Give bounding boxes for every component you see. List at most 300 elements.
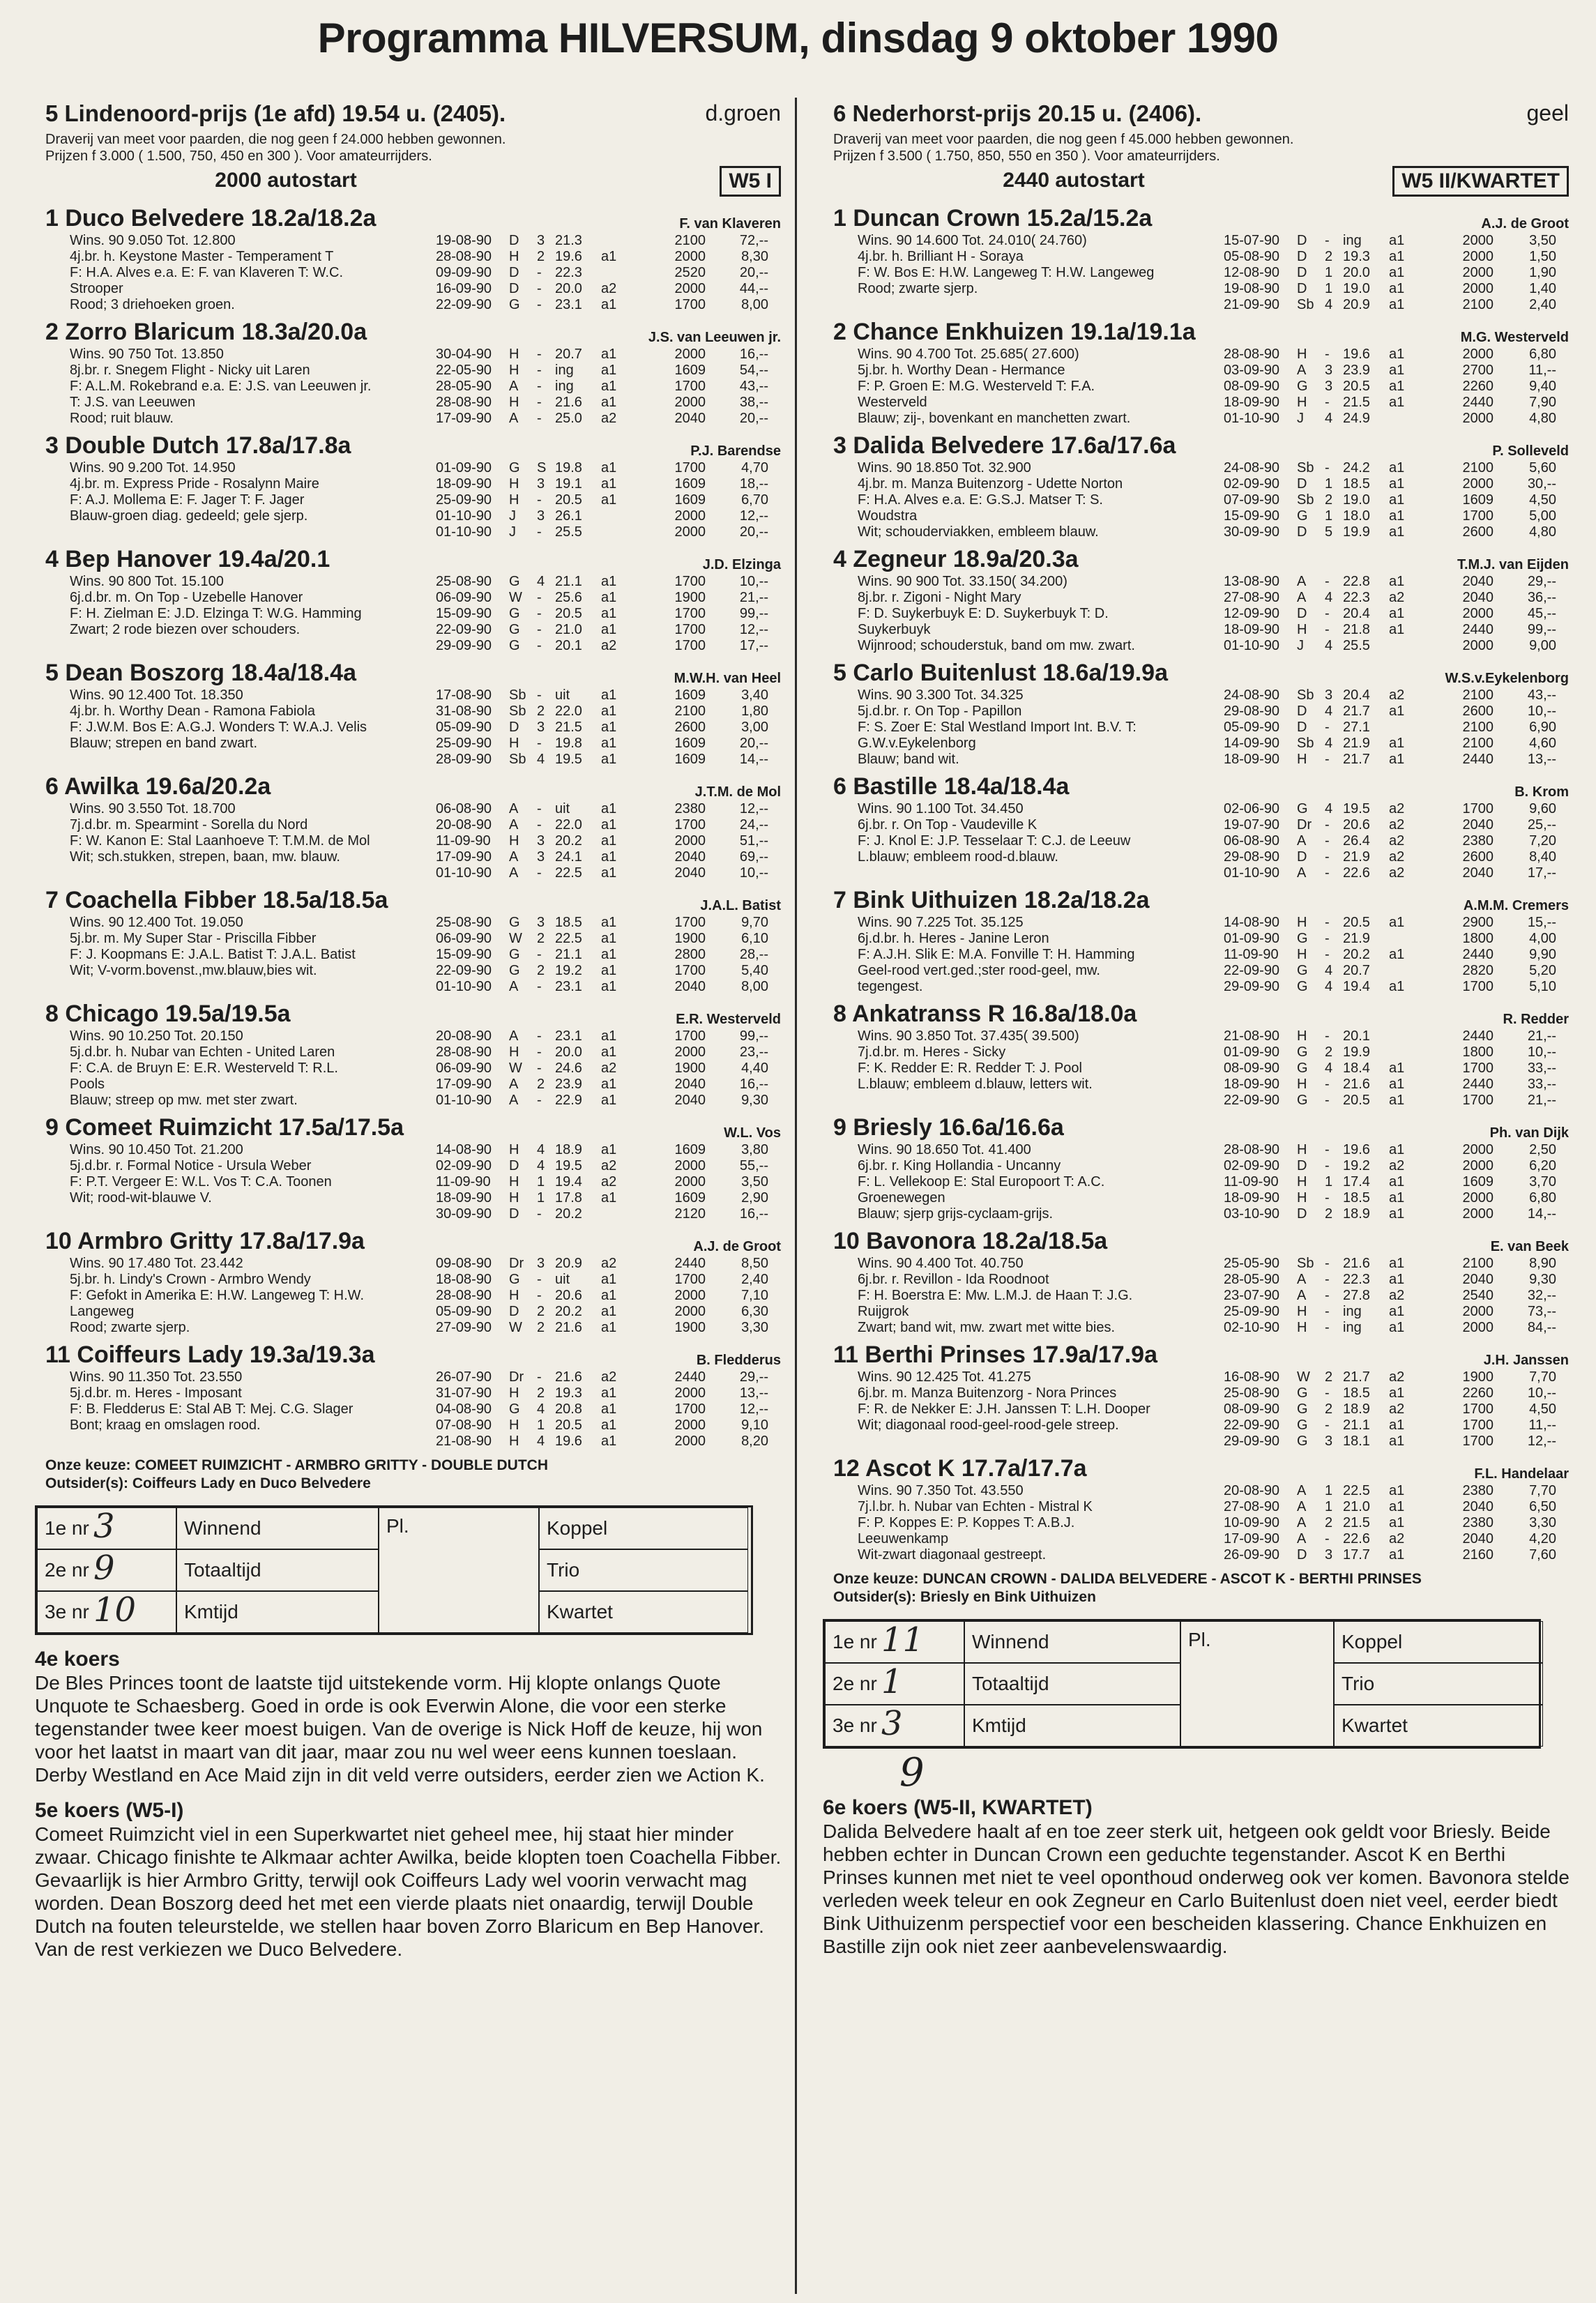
run-odds: 24,-- [739,817,768,833]
run-date: 29-08-90 [1224,704,1280,719]
run-position: - [537,638,542,653]
run-track: A [509,865,519,881]
run-date: 18-09-90 [1224,395,1280,410]
run-distance: 1700 [674,379,706,394]
run-track: H [1297,947,1307,962]
run-row [1224,704,1576,720]
run-track: H [509,1190,519,1206]
run-distance: 2260 [1462,1385,1494,1401]
run-distance: 2000 [1462,1206,1494,1222]
run-date: 05-09-90 [436,1304,492,1319]
handwritten-number: 1 [881,1662,903,1701]
run-distance: 2000 [1462,249,1494,264]
run-row [1224,460,1576,476]
run-time: 18.5 [1343,1190,1370,1206]
run-position: - [1325,931,1330,946]
race-distance-row [35,165,788,199]
run-date: 22-05-90 [436,363,492,378]
run-track: Sb [1297,460,1314,476]
run-distance: 2160 [1462,1547,1494,1563]
horse-driver: P. Solleveld [1492,443,1569,459]
run-date: 25-09-90 [436,492,492,508]
run-date: 01-09-90 [1224,1044,1280,1060]
horse-info-line: Wins. 90 3.850 Tot. 37.435( 39.500) [858,1028,1079,1044]
horse-info [35,1028,436,1109]
run-start: a1 [1389,395,1405,410]
run-time: 20.0 [555,281,582,296]
horse-info [823,1142,1224,1222]
run-position: 4 [1325,411,1333,426]
horse-info-line: 6j.d.br. m. On Top - Uzebelle Hanover [70,590,303,605]
run-row [436,720,788,736]
run-distance: 2040 [674,849,706,865]
run-start: a1 [1389,460,1405,476]
horse-header [823,317,1576,347]
run-row [436,833,788,849]
run-row [436,947,788,963]
result-box [823,1619,1541,1749]
run-row [1224,1190,1576,1206]
run-time: 20.5 [1343,379,1370,394]
horse-info-line: T: J.S. van Leeuwen [70,395,196,410]
run-odds: 6,80 [1529,347,1556,362]
run-distance: 2000 [1462,347,1494,362]
result-pl-cell [1180,1705,1334,1747]
race-description: Draverij van meet voor paarden, die nog geen f 24.000 hebben gewonnen. [45,132,506,147]
horse-header [823,431,1576,460]
run-odds: 32,-- [1527,1288,1556,1303]
run-time: 26.1 [555,508,582,524]
horse-info-line: F: H. Boerstra E: Mw. L.M.J. de Haan T: J.G. [858,1288,1133,1303]
run-row [1224,947,1576,963]
horse-entry [823,317,1576,427]
run-start: a1 [601,979,617,994]
horse-runs [1224,574,1576,654]
run-time: 21.1 [555,574,582,589]
run-time: 27.1 [1343,720,1370,735]
run-date: 08-09-90 [1224,1061,1280,1076]
run-distance: 2440 [1462,752,1494,767]
run-distance: 2100 [1462,736,1494,751]
run-start: a1 [1389,524,1405,540]
result-label-trio: Trio [1334,1663,1543,1705]
run-track: H [1297,1304,1307,1319]
run-track: H [509,249,519,264]
horse-info-line: Strooper [70,281,123,296]
run-position: 3 [1325,1434,1333,1449]
run-start: a2 [601,1158,617,1173]
run-position: 1 [537,1174,545,1189]
run-position: - [1325,1531,1330,1546]
run-track: J [509,524,516,540]
run-distance: 2000 [1462,1158,1494,1173]
run-row [436,233,788,249]
run-row [436,379,788,395]
run-start: a1 [601,347,617,362]
run-track: D [1297,1547,1307,1563]
run-date: 22-09-90 [436,963,492,978]
run-date: 15-09-90 [1224,508,1280,524]
run-track: H [509,1288,519,1303]
run-row [436,265,788,281]
run-position: - [537,1044,542,1060]
run-track: H [509,1417,519,1433]
run-odds: 9,90 [1529,947,1556,962]
run-distance: 1609 [674,492,706,508]
horse-body [823,1028,1576,1109]
run-track: A [509,379,519,394]
run-row [436,1288,788,1304]
run-track: H [509,736,519,751]
run-position: - [537,817,542,833]
horse-info-line: Wins. 90 9.200 Tot. 14.950 [70,460,236,476]
run-distance: 1900 [674,931,706,946]
run-distance: 2120 [674,1206,706,1222]
run-distance: 2600 [1462,849,1494,865]
run-date: 18-09-90 [1224,622,1280,637]
run-position: - [1325,395,1330,410]
horse-driver: T.M.J. van Eijden [1457,557,1569,572]
run-row [1224,817,1576,833]
run-odds: 10,-- [1527,1385,1556,1401]
run-start: a2 [1389,849,1405,865]
run-distance: 2000 [674,508,706,524]
run-position: 1 [1325,1483,1333,1498]
run-position: - [537,801,542,816]
run-start: a1 [601,801,617,816]
run-time: 18.9 [555,1142,582,1157]
run-start: a1 [1389,1093,1405,1108]
run-odds: 16,-- [739,1206,768,1222]
run-odds: 4,60 [1529,736,1556,751]
run-odds: 51,-- [739,833,768,849]
run-row [436,1369,788,1385]
run-track: G [1297,931,1308,946]
run-track: H [509,1385,519,1401]
run-position: - [1325,833,1330,849]
run-track: D [509,720,519,735]
run-start: a1 [1389,1077,1405,1092]
run-position: - [1325,752,1330,767]
run-start [1389,1028,1429,1044]
run-row [1224,1093,1576,1109]
run-date: 28-08-90 [436,1288,492,1303]
run-row [1224,395,1576,411]
run-track: H [509,1142,519,1157]
horse-body [823,1483,1576,1563]
run-position: - [1325,720,1330,735]
run-time: 19.5 [1343,801,1370,816]
run-track: G [1297,1044,1308,1060]
horse-driver: J.T.M. de Mol [694,784,781,800]
horse-info-line: Suykerbuyk [858,622,931,637]
run-track: W [509,1061,522,1076]
run-start: a2 [601,1174,617,1189]
run-position: - [537,281,542,296]
run-row [1224,1142,1576,1158]
run-track: A [509,979,519,994]
horse-info [823,233,1224,313]
run-track: A [1297,1272,1307,1287]
horse-driver: W.L. Vos [724,1125,781,1141]
run-time: 22.0 [555,704,582,719]
run-odds: 69,-- [739,849,768,865]
horse-info [35,574,436,654]
run-date: 01-10-90 [436,524,492,540]
run-position: - [537,492,542,508]
run-start: a2 [1389,1531,1405,1546]
run-row [1224,508,1576,524]
run-odds: 11,-- [1528,1417,1556,1433]
run-time: 19.0 [1343,492,1370,508]
run-track: G [1297,1434,1308,1449]
run-position: 3 [537,833,545,849]
horse-name: 5 Carlo Buitenlust 18.6a/19.9a [833,660,1168,686]
run-date: 27-09-90 [436,1320,492,1335]
run-odds: 2,50 [1529,1142,1556,1157]
run-position: - [537,687,542,703]
run-time: 19.6 [555,1434,582,1449]
run-position: 1 [1325,265,1333,280]
run-date: 28-08-90 [1224,1142,1280,1157]
run-track: J [1297,638,1304,653]
run-time: 21.7 [1343,752,1370,767]
run-row [436,736,788,752]
run-row [1224,281,1576,297]
run-distance: 2900 [1462,915,1494,930]
run-start: a2 [1389,590,1405,605]
run-distance: 1700 [674,606,706,621]
run-track: H [1297,752,1307,767]
run-odds: 12,-- [739,622,768,637]
run-odds: 6,10 [741,931,768,946]
run-distance: 1700 [674,638,706,653]
page-title: Programma HILVERSUM, dinsdag 9 oktober 1990 [317,15,1279,61]
horse-info [823,1369,1224,1450]
result-pl-cell [379,1591,539,1633]
run-track: D [1297,704,1307,719]
run-row [436,1206,788,1222]
run-odds: 3,70 [1529,1174,1556,1189]
run-row [1224,1417,1576,1434]
run-time: 20.4 [1343,687,1370,703]
run-row [1224,347,1576,363]
horse-runs [436,1142,788,1222]
run-start: a1 [601,590,617,605]
run-start: a2 [1389,801,1405,816]
horse-name: 9 Comeet Ruimzicht 17.5a/17.5a [45,1114,404,1141]
run-odds: 15,-- [1527,915,1556,930]
run-row [1224,1061,1576,1077]
run-odds: 14,-- [739,752,768,767]
run-start: a1 [1389,249,1405,264]
run-position: 4 [1325,963,1333,978]
run-track: H [509,492,519,508]
horse-info-line: Rood; ruit blauw. [70,411,174,426]
run-row [436,297,788,313]
run-position: 4 [1325,297,1333,312]
run-date: 11-09-90 [1224,947,1279,962]
run-distance: 1609 [1462,1174,1494,1189]
run-position: - [537,363,542,378]
run-row [1224,752,1576,768]
run-odds: 8,30 [741,249,768,264]
handwritten-number: 3 [93,1507,115,1546]
run-row [436,963,788,979]
race-distance: 2440 autostart [1003,169,1145,192]
horse-info-line: Wins. 90 7.350 Tot. 43.550 [858,1483,1024,1498]
horse-header [35,772,788,801]
horse-header [823,1226,1576,1256]
horse-info-line: Wins. 90 14.600 Tot. 24.010( 24.760) [858,233,1087,248]
run-position: - [537,1093,542,1108]
horse-runs [1224,347,1576,427]
run-distance: 1700 [674,1028,706,1044]
run-odds: 23,-- [739,1044,768,1060]
run-track: Sb [509,752,526,767]
handwritten-number: 10 [93,1590,137,1629]
horse-body [35,574,788,654]
run-distance: 2440 [674,1369,706,1385]
horse-driver: J.D. Elzinga [702,557,781,572]
run-time: 18.5 [1343,1385,1370,1401]
run-date: 20-08-90 [436,1028,492,1044]
run-start: a1 [1389,1499,1405,1514]
run-distance: 2000 [674,1044,706,1060]
run-time: 19.8 [555,736,582,751]
run-track: D [509,233,519,248]
run-odds: 45,-- [1527,606,1556,621]
horse-entry [823,886,1576,995]
horse-info-line: Wins. 90 10.450 Tot. 21.200 [70,1142,243,1157]
horse-name: 5 Dean Boszorg 18.4a/18.4a [45,660,357,686]
horse-runs [436,460,788,540]
horse-header [35,204,788,233]
run-start: a1 [1389,574,1405,589]
run-position: - [537,736,542,751]
run-date: 01-10-90 [436,979,492,994]
run-date: 02-06-90 [1224,801,1280,816]
run-row [1224,1256,1576,1272]
run-position: - [537,947,542,962]
run-odds: 33,-- [1527,1077,1556,1092]
run-distance: 2380 [674,801,706,816]
horse-body [35,347,788,427]
run-distance: 2380 [1462,1483,1494,1498]
run-track: G [1297,1061,1308,1076]
run-row [1224,606,1576,622]
run-distance: 2000 [674,1385,706,1401]
run-date: 28-08-90 [436,1044,492,1060]
run-date: 16-08-90 [1224,1369,1280,1385]
run-time: 18.4 [1343,1061,1370,1076]
run-start: a1 [1389,1206,1405,1222]
run-distance: 1609 [1462,492,1494,508]
run-date: 13-08-90 [1224,574,1280,589]
run-position: - [1325,1256,1330,1271]
run-date: 24-08-90 [1224,687,1280,703]
run-row [436,1142,788,1158]
run-start: a1 [601,1093,617,1108]
run-date: 24-08-90 [1224,460,1280,476]
run-distance: 2000 [1462,1190,1494,1206]
horse-info [823,687,1224,768]
run-date: 18-09-90 [436,476,492,492]
run-track: H [1297,347,1307,362]
run-start: a1 [1389,622,1405,637]
run-row [1224,492,1576,508]
run-position: - [537,1288,542,1303]
run-date: 02-09-90 [1224,476,1280,492]
run-position: 2 [1325,1369,1333,1385]
run-time: 17.4 [1343,1174,1370,1189]
run-time: ing [1343,1304,1362,1319]
run-position: 3 [1325,1547,1333,1563]
run-distance: 2100 [1462,297,1494,312]
run-position: 3 [537,1256,545,1271]
horse-info-line: Wins. 90 12.425 Tot. 41.275 [858,1369,1031,1385]
run-track: G [1297,508,1308,524]
run-start: a1 [1389,1190,1405,1206]
run-position: - [1325,1417,1330,1433]
horse-entry [823,658,1576,768]
run-time: 20.0 [1343,265,1370,280]
run-track: W [509,1320,522,1335]
run-time: 22.5 [555,865,582,881]
result-label-winnend: Winnend [176,1507,379,1549]
run-date: 12-09-90 [1224,606,1280,621]
result-label-totaaltijd: Totaaltijd [964,1663,1180,1705]
run-odds: 3,80 [741,1142,768,1157]
run-odds: 8,40 [1529,849,1556,865]
run-track: G [509,947,520,962]
run-date: 15-09-90 [436,947,492,962]
run-start: a1 [601,574,617,589]
run-row [436,865,788,881]
horse-info-line: F: B. Fledderus E: Stal AB T: Mej. C.G. Slager [70,1401,354,1417]
run-position: 4 [537,1142,545,1157]
run-odds: 9,10 [741,1417,768,1433]
our-choice-text: Onze keuze: COMEET RUIMZICHT - ARMBRO GRITTY - DOUBLE DUTCH [45,1457,548,1473]
run-start: a1 [1389,476,1405,492]
run-time: 18.9 [1343,1206,1370,1222]
result-pl-cell [379,1549,539,1591]
run-distance: 2000 [1462,411,1494,426]
run-start: a1 [601,752,617,767]
run-date: 25-09-90 [1224,1304,1280,1319]
left-column [35,98,788,2287]
run-date: 18-09-90 [1224,752,1280,767]
horse-info-line: Wins. 90 4.400 Tot. 40.750 [858,1256,1024,1271]
run-date: 20-08-90 [1224,1483,1280,1498]
run-distance: 2000 [1462,281,1494,296]
run-time: 20.5 [1343,1093,1370,1108]
run-odds: 20,-- [739,524,768,540]
horse-info-line: Wins. 90 4.700 Tot. 25.685( 27.600) [858,347,1079,362]
race-distance-row [823,165,1576,199]
run-start: a2 [1389,1158,1405,1173]
run-start [601,508,641,524]
run-time: 23.1 [555,297,582,312]
run-start: a1 [601,963,617,978]
run-position: 2 [537,1077,545,1092]
race-distance: 2000 autostart [215,169,357,192]
horse-runs [436,574,788,654]
run-odds: 5,00 [1529,508,1556,524]
run-position: - [1325,849,1330,865]
run-track: A [1297,833,1307,849]
run-date: 22-09-90 [1224,1093,1280,1108]
